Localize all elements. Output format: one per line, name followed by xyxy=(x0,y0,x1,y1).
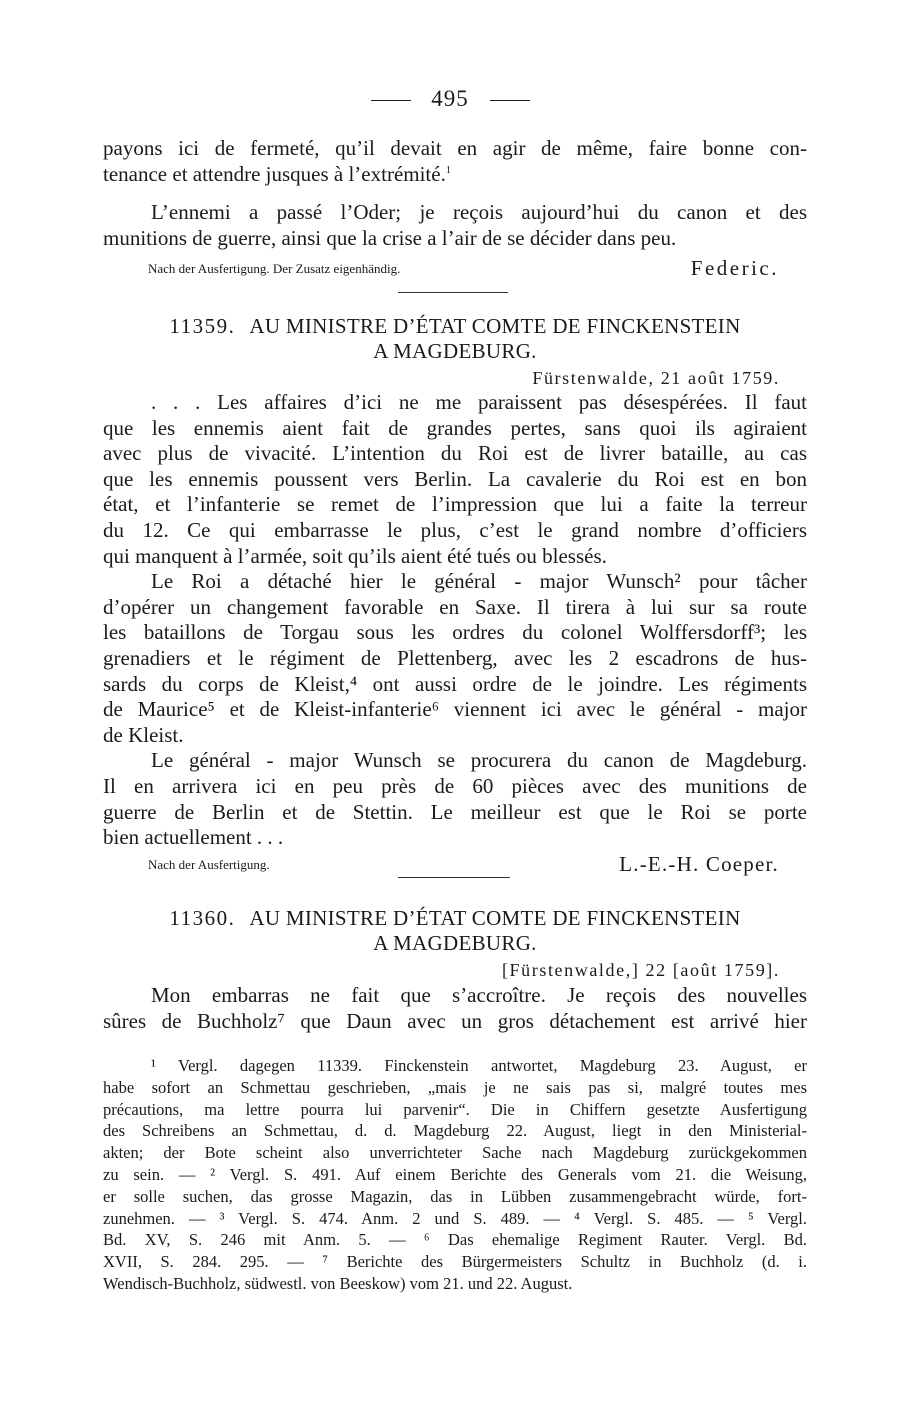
text-line: qui manquent à l’armée, soit qu’ils aient été tués ou blessés. xyxy=(103,543,607,568)
letter-11359-body xyxy=(103,390,807,851)
signature: L.-E.-H. Coeper. xyxy=(619,852,779,876)
text-line: sûres de Buchholz⁷ que Daun avec un gros détachement est arrivé hier xyxy=(103,1008,807,1033)
text-line: grenadiers et le régiment de Plettenberg, avec les 2 escadrons de hus- xyxy=(103,645,807,670)
text-line: les bataillons de Torgau sous les ordres du colonel Wolffersdorff³; les xyxy=(103,620,807,645)
footnote-line: habe sofort an Schmettau geschrieben, „mais je ne sais pas si, malgré toutes mes xyxy=(103,1077,807,1097)
footnote-line: akten; der Bote scheint also unverrichteter Sache nach Magdeburg zurückgekommen xyxy=(103,1143,807,1163)
text-line: de Maurice⁵ et de Kleist-infanterie⁶ viennent ici avec le général - major xyxy=(103,697,807,722)
heading-text: AU MINISTRE D’ÉTAT COMTE DE FINCKENSTEIN xyxy=(249,906,741,930)
heading-line xyxy=(103,314,807,339)
source-note: Nach der Ausfertigung. xyxy=(148,857,270,872)
text-fragment: tenance et attendre jusques à l’extrémité. xyxy=(103,161,446,186)
footnote-line: XVII, S. 284. 295. — ⁷ Berichte des Bürgermeisters Schultz in Buchholz (d. i. xyxy=(103,1252,807,1272)
footnote-ref: 1 xyxy=(445,164,451,176)
source-note: Nach der Ausfertigung. Der Zusatz eigenhändig. xyxy=(148,261,401,276)
footnote-line: des Schreibens an Schmettau, d. d. Magdeburg 22. August, liegt in den Ministerial- xyxy=(103,1121,807,1141)
footnote-line: Bd. XV, S. 246 mit Anm. 5. — ⁶ Das ehemalige Regiment Rauter. Vergl. Bd. xyxy=(103,1230,807,1250)
text-line: Le général - major Wunsch se procurera du canon de Magdeburg. xyxy=(151,748,807,773)
heading-line: A MAGDEBURG. xyxy=(373,931,537,955)
signature: Federic. xyxy=(690,256,779,280)
intro-paragraph-1 xyxy=(103,136,807,187)
footnote-line: zu sein. — ² Vergl. S. 491. Auf einem Berichte des Generals vom 21. die Weisung, xyxy=(103,1164,807,1184)
letter-number: 11359. xyxy=(169,314,236,338)
footnote-line: ¹ Vergl. dagegen 11339. Finckenstein antwortet, Magdeburg 23. August, er xyxy=(151,1056,807,1075)
text-line: L’ennemi a passé l’Oder; je reçois aujourd’hui du canon et des xyxy=(151,200,807,224)
text-line: que les ennemis aient fait de grandes pertes, sans quoi ils agiraient xyxy=(103,415,807,440)
letter-date: Fürstenwalde, 21 août 1759. xyxy=(532,368,780,388)
text-line: munitions de guerre, ainsi que la crise a l’air de se décider dans peu. xyxy=(103,225,677,250)
text-line: état, et l’infanterie se remet de l’impression que lui a faite la terreur xyxy=(103,492,807,517)
footnote-line: er solle suchen, das grosse Magazin, das in Lübben zusammengebracht würde, fort- xyxy=(103,1186,807,1206)
text-line: du 12. Ce qui embarrasse le plus, c’est le grand nombre d’officiers xyxy=(103,517,807,542)
section-divider xyxy=(398,292,508,293)
letter-heading-11360 xyxy=(103,906,807,956)
footnote-line: précautions, ma lettre pourra lui parvenir“. Die in Chiffern gesetzte Ausfertigung xyxy=(103,1099,807,1119)
text-line: guerre de Berlin et de Stettin. Le meilleur est que le Roi se porte xyxy=(103,799,807,824)
header-dash-right xyxy=(490,100,530,101)
text-line: . . . Les affaires d’ici ne me paraissent pas désespérées. Il faut xyxy=(151,390,807,414)
heading-line xyxy=(103,906,807,931)
page-header xyxy=(0,86,900,112)
intro-paragraph-2 xyxy=(103,200,807,251)
text-line: Le Roi a détaché hier le général - major Wunsch² pour tâcher xyxy=(151,569,807,594)
text-line: de Kleist. xyxy=(103,722,184,747)
text-line xyxy=(103,162,807,188)
text-line: payons ici de fermeté, qu’il devait en agir de même, faire bonne con- xyxy=(103,136,807,160)
letter-11360-body xyxy=(103,983,807,1034)
letter-number: 11360. xyxy=(169,906,236,930)
letter-heading-11359 xyxy=(103,314,807,364)
text-line: Mon embarras ne fait que s’accroître. Je reçois des nouvelles xyxy=(151,983,807,1007)
footnotes xyxy=(103,1055,807,1295)
section-divider xyxy=(398,877,510,878)
text-line: Il en arrivera ici en peu près de 60 pièces avec des munitions de xyxy=(103,773,807,798)
text-line: que les ennemis poussent vers Berlin. La cavalerie du Roi est en bon xyxy=(103,466,807,491)
letter-date: [Fürstenwalde,] 22 [août 1759]. xyxy=(501,960,780,980)
heading-text: AU MINISTRE D’ÉTAT COMTE DE FINCKENSTEIN xyxy=(249,314,741,338)
page-number: 495 xyxy=(431,86,469,111)
footnote-line: zunehmen. — ³ Vergl. S. 474. Anm. 2 und S. 489. — ⁴ Vergl. S. 485. — ⁵ Vergl. xyxy=(103,1208,807,1228)
heading-line: A MAGDEBURG. xyxy=(373,339,537,363)
text-line: bien actuellement . . . xyxy=(103,825,284,850)
text-line: sards du corps de Kleist,⁴ ont aussi ordre de le joindre. Les régiments xyxy=(103,671,807,696)
text-line: avec plus de vivacité. L’intention du Roi est de livrer bataille, au cas xyxy=(103,441,807,466)
header-dash-left xyxy=(371,100,411,101)
text-line: d’opérer un changement favorable en Saxe. Il tirera à lui sur sa route xyxy=(103,594,807,619)
footnote-line: Wendisch-Buchholz, südwestl. von Beeskow) vom 21. und 22. August. xyxy=(103,1273,573,1293)
